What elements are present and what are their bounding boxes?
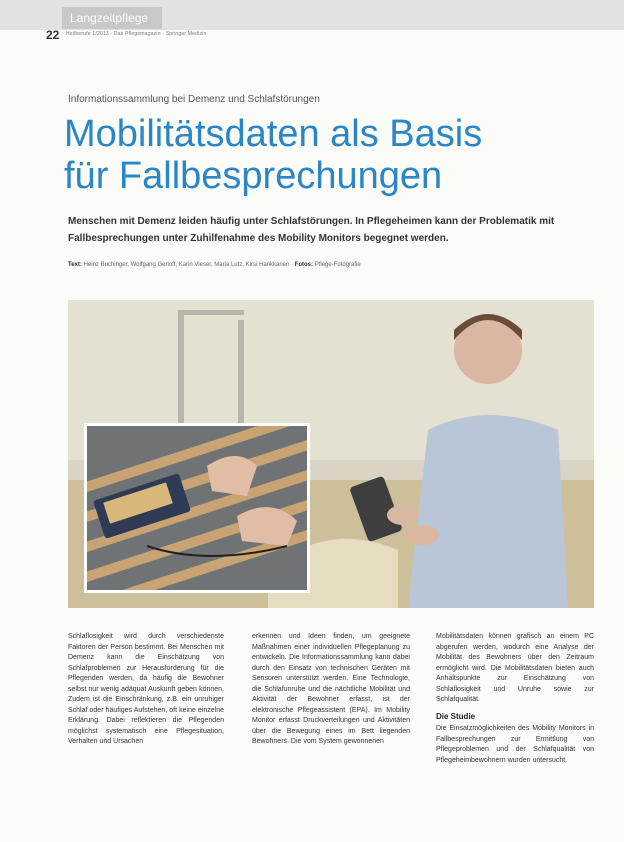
body-column-3-text: Mobilitätsdaten können grafisch an einem PC abgerufen werden, wodurch eine Analyse der Mobilität des Bewohners über den Zeitraum ermöglicht wird. Die Mobilitätsdaten bieten auch Anhaltspunkte zur Einschätzung von Schlaflosigkeit und Unruhe sowie zur Schlafqualität.	[436, 633, 594, 703]
inset-photo	[84, 423, 310, 593]
credits-text: Heinz Buchinger, Wolfgang Gerloff, Karin Vieser, Maria Lutz, Kirsi Hankkanen	[83, 262, 290, 268]
body-column-3	[436, 632, 594, 766]
article-lead: Menschen mit Demenz leiden häufig unter Schlafstörungen. In Pflegeheimen kann der Problematik mit Fallbesprechungen unter Zuhilfenahme des Mobility Monitors begegnet werden.	[68, 216, 555, 244]
page-number: 22	[46, 28, 60, 42]
article-title	[64, 113, 584, 197]
article-kicker: Informationssammlung bei Demenz und Schlafstörungen	[68, 94, 320, 105]
running-head: Heilberufe 1/2013 · Das Pflegemagazin · Springer Medizin	[66, 31, 207, 37]
body-column-2: erkennen und Ideen finden, um geeignete Maßnahmen einer individuellen Pflegeplanung zu entwickeln. Die Informationssammlung kann dabei durch den Einsatz von technischen Geräten mit Sensoren unterstützt werden. Eine Technologie, die Schlafunruhe und die nächtliche Mobilität und Aktivität der Bewohner erfasst, ist der elektronische Pflegeassistent (EPA). Im Mobility Monitor erfasst Druckverteilungen und Aktivitäten über die Bewegung eines im Bett liegenden Bewohners. Die vom System gewonnenen	[252, 633, 410, 745]
article-credits: Text: Heinz Buchinger, Wolfgang Gerloff, Karin Vieser, Maria Lutz, Kirsi Hankkanen · Fotos: Pflege-Fotografie	[68, 262, 361, 268]
body-column-1: Schlaflosigkeit wird durch verschiedenste Faktoren der Person bestimmt. Bei Menschen mit Demenz kann die Einschätzung von Schlafproblemen zur Herausforderung für die Pflegenden werden, da häufig die Bewohner selbst nur wenig adäquat Auskunft geben können. Zudem ist die Einschränkung, z.B. ein unruhiger Schlaf oder häufiges Aufstehen, oft keine einzelne Erklärung. Dabei reflektieren die Pflegenden möglichst systematisch eine Pflegesituation, Verhalten und Ursachen	[68, 633, 224, 745]
photo-label: Fotos:	[294, 262, 314, 268]
body-column-3-text-b: Die Einsatzmöglichkeiten des Mobility Monitors in Fallbesprechungen zur Ermittlung von Pflegeproblemen und der Schlafqualität von Pflegeheimbewohnern wurden untersucht.	[436, 725, 594, 764]
inset-photo-illustration	[87, 426, 307, 590]
section-subhead: Die Studie	[436, 711, 476, 721]
section-tag: Langzeitpflege	[62, 7, 162, 29]
credits-label: Text:	[68, 262, 82, 268]
title-line-2: für Fallbesprechungen	[64, 155, 443, 197]
photo-credit: Pflege-Fotografie	[314, 262, 361, 268]
title-line-1: Mobilitätsdaten als Basis	[64, 113, 483, 155]
top-bar	[0, 0, 624, 30]
